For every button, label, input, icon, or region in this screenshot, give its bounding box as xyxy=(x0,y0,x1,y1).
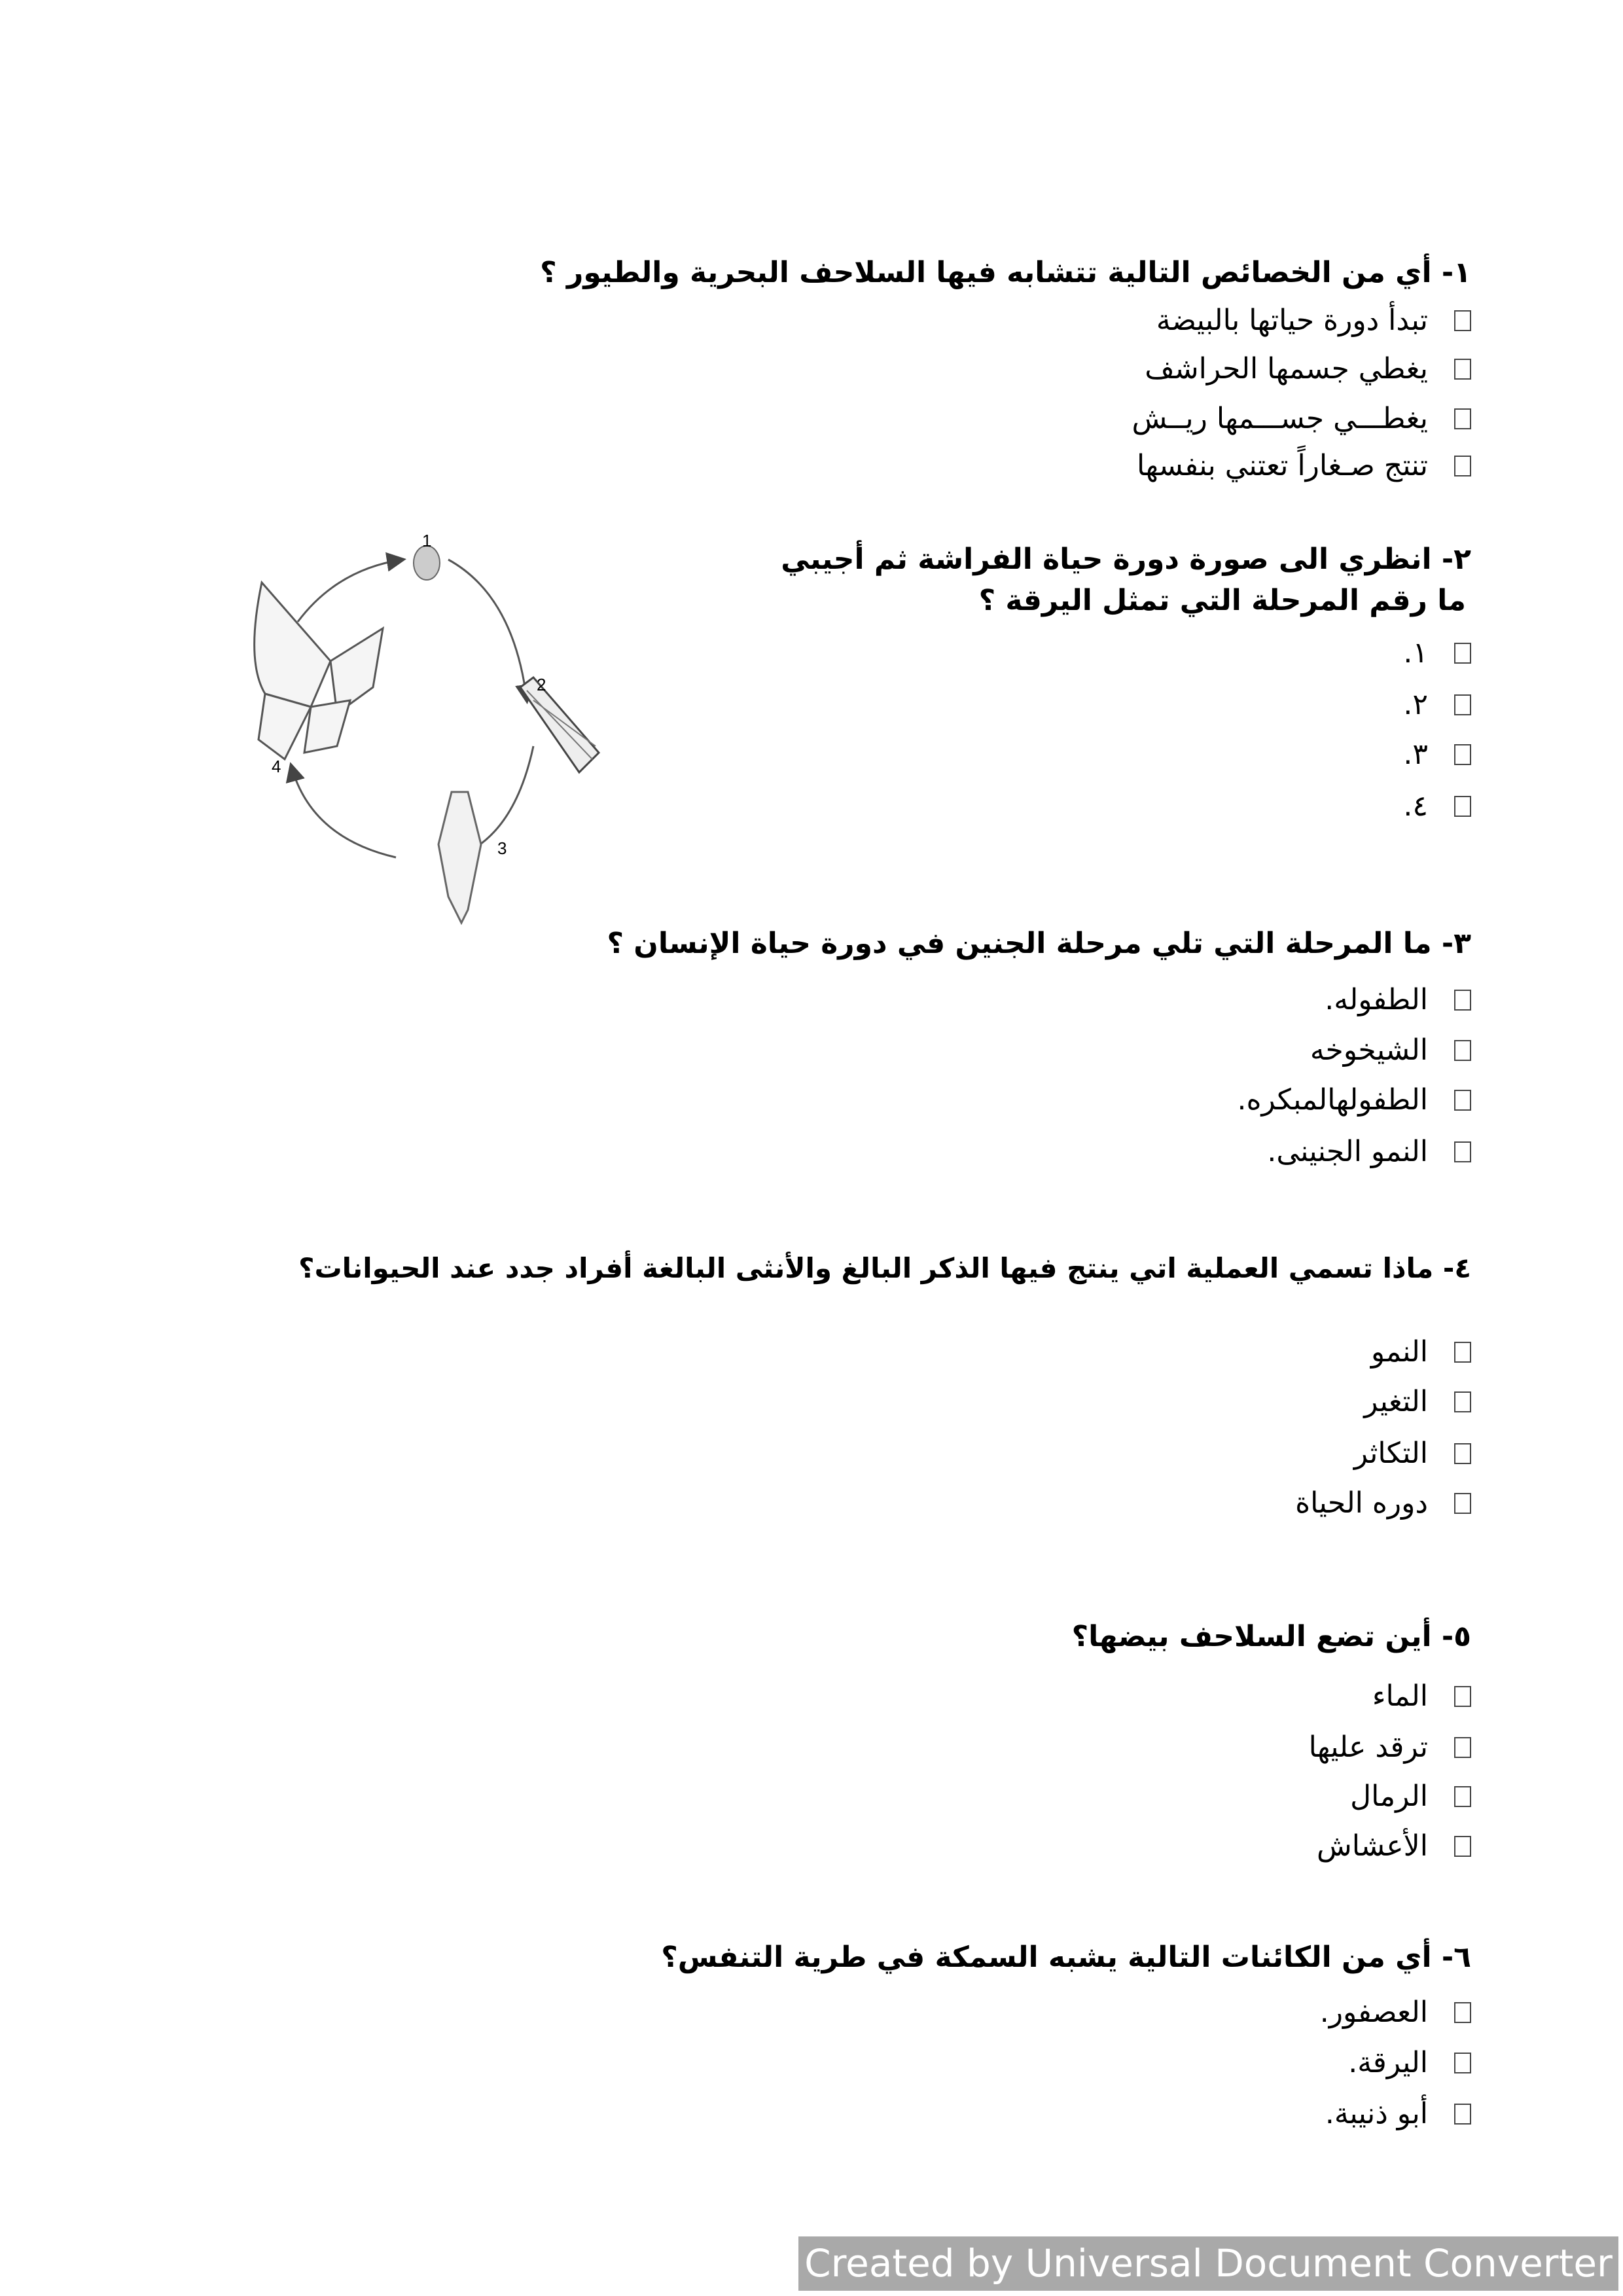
question-3-title: ٣- ما المرحلة التي تلي مرحلة الجنين في دورة حياة الإنسان ؟ xyxy=(607,927,1471,960)
checkbox[interactable] xyxy=(1454,2104,1471,2125)
arrow-1-to-2 xyxy=(448,560,527,700)
arrow-3-to-4 xyxy=(291,766,396,857)
q1-option-4[interactable] xyxy=(1137,449,1471,482)
checkbox[interactable] xyxy=(1454,1443,1471,1464)
option-label: العصفور. xyxy=(1319,1996,1428,2029)
q4-option-2[interactable] xyxy=(1364,1385,1471,1418)
q6-option-2[interactable] xyxy=(1348,2046,1471,2079)
question-1-title: ١- أي من الخصائص التالية تتشابه فيها السلاحف البحرية والطيور ؟ xyxy=(540,256,1471,289)
q2-option-1[interactable] xyxy=(1403,636,1471,670)
q1-option-1[interactable] xyxy=(1156,306,1471,335)
option-label: الطفوله. xyxy=(1325,983,1428,1016)
option-label: النمو الجنينى. xyxy=(1267,1135,1428,1168)
q1-option-3[interactable] xyxy=(1132,404,1471,433)
q5-option-2[interactable] xyxy=(1309,1733,1471,1762)
option-label: ٣. xyxy=(1403,738,1428,771)
option-label: التكاثر xyxy=(1353,1437,1428,1470)
checkbox[interactable] xyxy=(1454,1836,1471,1857)
checkbox[interactable] xyxy=(1454,744,1471,765)
q5-option-3[interactable] xyxy=(1350,1782,1471,1811)
checkbox[interactable] xyxy=(1454,1686,1471,1707)
checkbox[interactable] xyxy=(1454,456,1471,476)
checkbox[interactable] xyxy=(1454,1342,1471,1363)
q2-option-2[interactable] xyxy=(1403,688,1471,721)
option-label: ٤. xyxy=(1403,789,1428,823)
checkbox[interactable] xyxy=(1454,694,1471,715)
q4-option-1[interactable] xyxy=(1370,1335,1471,1369)
arrow-4-to-1 xyxy=(298,560,402,622)
checkbox[interactable] xyxy=(1454,408,1471,429)
stage-label-3: 3 xyxy=(497,838,507,858)
option-label: اليرقة. xyxy=(1348,2046,1428,2079)
caterpillar-icon xyxy=(520,677,599,772)
q5-option-4[interactable] xyxy=(1317,1829,1471,1863)
q1-option-2[interactable] xyxy=(1145,352,1471,386)
option-label: يغطي جسمها الحراشف xyxy=(1145,352,1428,386)
checkbox[interactable] xyxy=(1454,2002,1471,2023)
option-label: الرمال xyxy=(1350,1780,1428,1813)
butterfly-life-cycle-figure xyxy=(206,530,658,929)
option-label: الأعشاش xyxy=(1317,1829,1428,1863)
option-label: الشيخوخه xyxy=(1310,1033,1428,1067)
checkbox[interactable] xyxy=(1454,2053,1471,2073)
q6-option-3[interactable] xyxy=(1325,2097,1471,2130)
q3-option-4[interactable] xyxy=(1267,1135,1471,1168)
checkbox[interactable] xyxy=(1454,1040,1471,1061)
question-2-title: ٢- انظري الى صورة دورة حياة الفراشة ثم أجيبي xyxy=(781,543,1471,576)
checkbox[interactable] xyxy=(1454,796,1471,817)
question-5-title: ٥- أين تضع السلاحف بيضها؟ xyxy=(1071,1620,1471,1653)
checkbox[interactable] xyxy=(1454,1786,1471,1807)
option-label: الماء xyxy=(1372,1679,1428,1713)
stage-label-2: 2 xyxy=(537,675,546,694)
option-label: الطفولهالمبكره. xyxy=(1237,1083,1428,1117)
option-label: النمو xyxy=(1370,1335,1428,1369)
q4-option-4[interactable] xyxy=(1295,1486,1471,1520)
q2-option-4[interactable] xyxy=(1403,789,1471,823)
question-2-subtitle: ما رقم المرحلة التي تمثل اليرقة ؟ xyxy=(978,584,1466,617)
option-label: ١. xyxy=(1403,636,1428,670)
checkbox[interactable] xyxy=(1454,1090,1471,1111)
stage-label-1: 1 xyxy=(422,531,432,550)
checkbox[interactable] xyxy=(1454,643,1471,664)
checkbox[interactable] xyxy=(1454,1737,1471,1758)
butterfly-icon xyxy=(255,583,383,759)
q3-option-3[interactable] xyxy=(1237,1083,1471,1117)
q2-option-3[interactable] xyxy=(1403,740,1471,769)
checkbox[interactable] xyxy=(1454,310,1471,331)
q6-option-1[interactable] xyxy=(1320,1998,1471,2027)
stage-label-4: 4 xyxy=(272,757,281,776)
checkbox[interactable] xyxy=(1454,1391,1471,1412)
option-label: أبو ذنيبة. xyxy=(1325,2097,1428,2130)
option-label: ترقد عليها xyxy=(1308,1731,1428,1764)
checkbox[interactable] xyxy=(1454,990,1471,1011)
q3-option-2[interactable] xyxy=(1310,1033,1471,1067)
option-label: دوره الحياة xyxy=(1295,1486,1428,1520)
egg-icon xyxy=(414,546,440,580)
pupa-icon xyxy=(438,792,481,923)
question-4-title: ٤- ماذا تسمي العملية اتي ينتج فيها الذكر البالغ والأنثى البالغة أفراد جدد عند الحيوانات؟ xyxy=(298,1252,1471,1284)
checkbox[interactable] xyxy=(1454,1493,1471,1514)
watermark: Created by Universal Document Converter xyxy=(798,2236,1618,2291)
question-6-title: ٦- أي من الكائنات التالية يشبه السمكة في طرية التنفس؟ xyxy=(661,1941,1471,1974)
option-label: التغير xyxy=(1364,1385,1428,1418)
option-label: يغطـــي جســـمها ريــش xyxy=(1132,402,1428,435)
option-label: ٢. xyxy=(1403,688,1428,721)
q4-option-3[interactable] xyxy=(1354,1439,1471,1468)
q3-option-1[interactable] xyxy=(1325,983,1471,1016)
q5-option-1[interactable] xyxy=(1372,1679,1471,1713)
option-label: تنتج صـغاراً تعتني بنفسها xyxy=(1137,449,1428,482)
checkbox[interactable] xyxy=(1454,1141,1471,1162)
checkbox[interactable] xyxy=(1454,359,1471,380)
option-label: تبدأ دورة حياتها بالبيضة xyxy=(1156,304,1428,337)
